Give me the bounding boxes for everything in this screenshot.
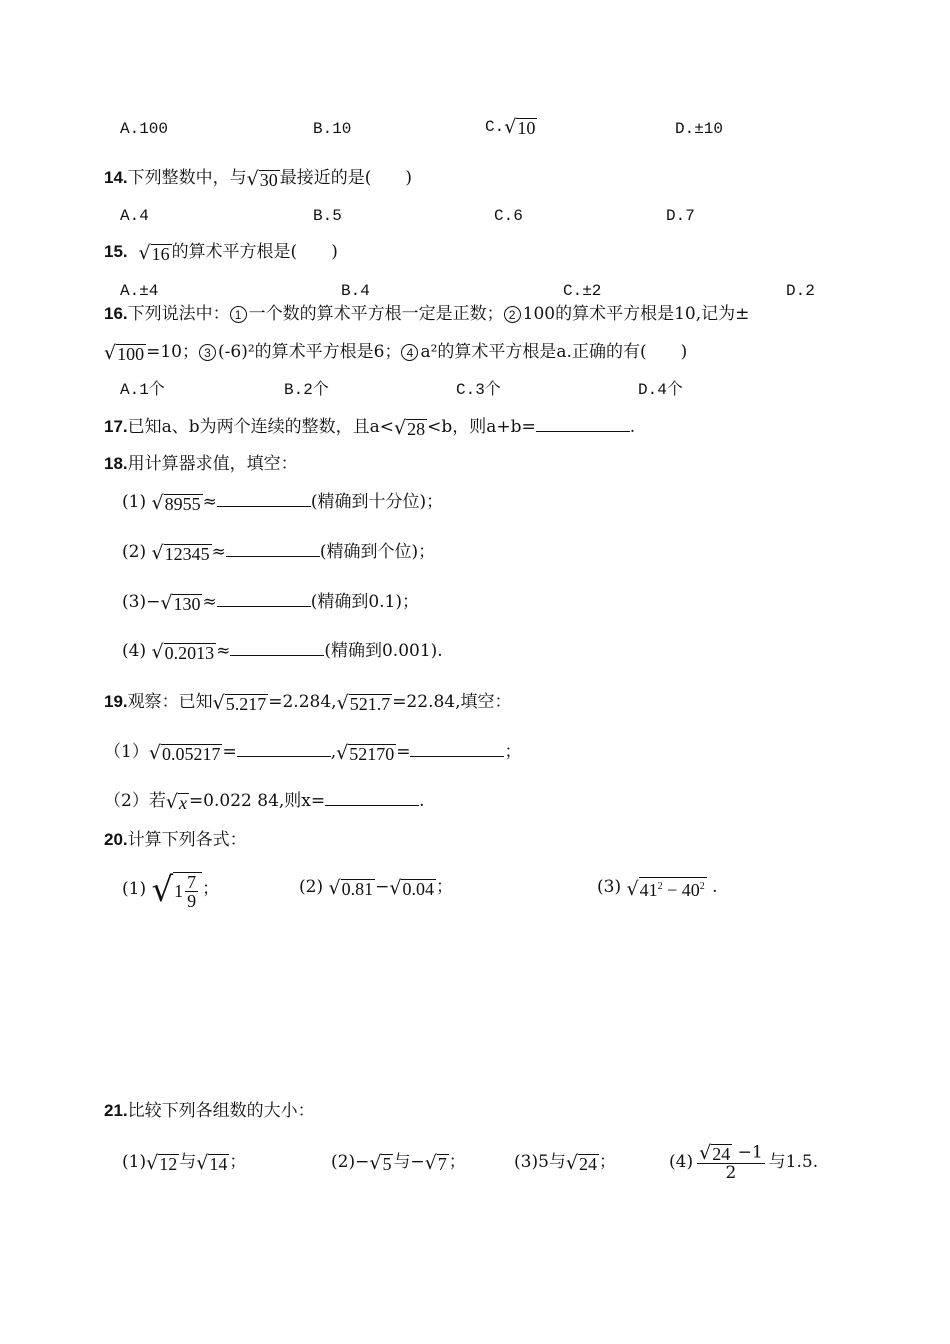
q14-option-c: C.6 (494, 207, 523, 225)
q20-part-2: (2) √ 0.81 − √ 0.04 ； (299, 876, 453, 899)
q20-part-1: (1) √ 1 $\frac{7}{9}$ ； (122, 869, 220, 911)
answer-blank[interactable] (410, 740, 504, 757)
q18-part-2: (2) √ 12345 ≈ (精确到个位)； (122, 541, 436, 564)
answer-blank[interactable] (226, 540, 320, 557)
circled-number-2: 2 (504, 306, 521, 323)
q16-option-d: D.4个 (638, 381, 683, 399)
q21-part-4: (4) √ 24 −1 2 与1.5. (669, 1141, 819, 1183)
q16-stem-line1: 16.下列说法中： 1 一个数的算术平方根一定是正数； 2 100的算术平方根是10,记为± (104, 304, 750, 324)
q21-stem: 21.比较下列各组数的大小： (104, 1101, 315, 1121)
q13-option-c: C. √ 10 (485, 115, 536, 138)
circled-number-1: 1 (230, 306, 247, 323)
q17-stem: 17.已知a、b为两个连续的整数，且a< √ 28 <b，则a+b= . (104, 416, 636, 439)
q13-option-b: B.10 (313, 120, 352, 138)
q16-option-b: B.2个 (284, 381, 329, 399)
q14-stem: 14.下列整数中，与 √ 30 最接近的是( ) (104, 167, 413, 190)
q21-part-1: (1) √ 12 与 √ 14 ； (122, 1151, 247, 1174)
q19-stem: 19.观察：已知 √ 5.217 =2.284, √ 521.7 =22.84,填空： (104, 691, 512, 714)
q18-part-3: (3)− √ 130 ≈ (精确到0.1)； (122, 591, 419, 614)
q21-part-3: (3)5与 √ 24 ； (514, 1151, 617, 1174)
q15-stem: 15. √ 16 的算术平方根是( ) (104, 241, 338, 264)
q13-option-a: A.100 (120, 120, 169, 138)
q19-part-2: （2）若 √ x =0.022 84,则x= . (104, 790, 425, 813)
q21-part-2: (2)− √ 5 与− √ 7 ； (331, 1151, 466, 1174)
q16-option-c: C.3个 (456, 381, 501, 399)
answer-blank[interactable] (325, 789, 419, 806)
q14-option-a: A.4 (120, 207, 149, 225)
answer-blank[interactable] (230, 639, 324, 656)
q14-option-d: D.7 (666, 207, 695, 225)
q18-stem: 18.用计算器求值，填空： (104, 454, 298, 474)
q13-option-d: D.±10 (675, 120, 724, 138)
q15-option-c: C.±2 (563, 282, 602, 300)
q14-option-b: B.5 (313, 207, 342, 225)
circled-number-3: 3 (199, 344, 216, 361)
q16-option-a: A.1个 (120, 381, 165, 399)
q15-option-d: D.2 (786, 282, 815, 300)
q18-part-1: (1) √ 8955 ≈ (精确到十分位)； (122, 491, 444, 514)
q16-stem-line2: √ 100 =10； 3 (-6)²的算术平方根是6； 4 a²的算术平方根是a.正确的有( ) (104, 341, 688, 364)
q15-option-a: A.±4 (120, 282, 159, 300)
q20-part-3: (3) √ $41^2 - 40^2$ . (597, 877, 718, 900)
answer-blank[interactable] (217, 490, 311, 507)
q15-option-b: B.4 (341, 282, 370, 300)
q20-stem: 20.计算下列各式： (104, 830, 247, 850)
answer-blank[interactable] (536, 415, 630, 432)
answer-blank[interactable] (217, 590, 311, 607)
q18-part-4: (4) √ 0.2013 ≈ (精确到0.001). (122, 640, 443, 663)
circled-number-4: 4 (401, 344, 418, 361)
answer-blank[interactable] (237, 740, 331, 757)
q19-part-1: （1） √ 0.05217 = , √ 52170 = ； (104, 741, 522, 764)
